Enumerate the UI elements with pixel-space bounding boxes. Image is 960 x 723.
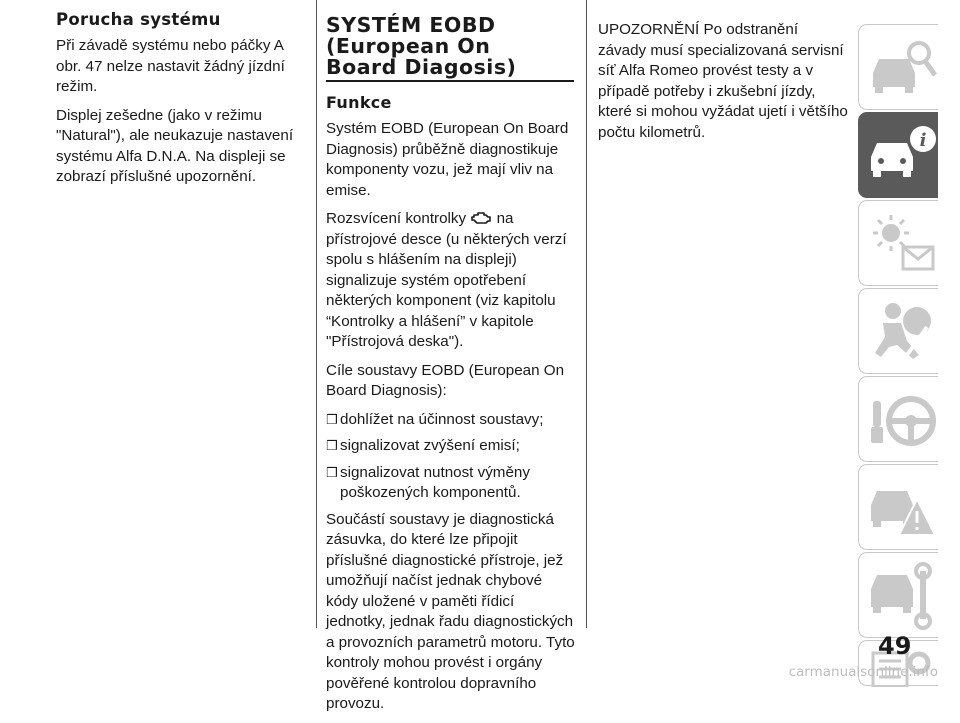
bullet-text: dohlížet na účinnost soustavy;	[340, 410, 544, 428]
column-divider-1	[316, 0, 317, 628]
warning-paragraph: UPOZORNĚNÍ Po odstranění závady musí specializovaná servisní síť Alfa Romeo provést testy a v případě potřeby i zkušební jízdy, které si mohou vyžádat ujetí i většího počtu kilometrů.	[598, 21, 848, 141]
steering-key-icon	[867, 385, 939, 455]
function-subheading: Funkce	[326, 93, 392, 112]
chapter-tab-7[interactable]	[858, 552, 938, 638]
bullet-square-icon: ❒	[326, 438, 338, 453]
car-info-icon	[867, 121, 939, 191]
chapter-tab-5[interactable]	[858, 376, 938, 462]
section-title-line-3: Board Diagosis)	[326, 55, 517, 79]
chapter-tab-6[interactable]	[858, 464, 938, 550]
warning-lights-icon	[867, 209, 939, 279]
airbag-person-icon	[867, 297, 939, 367]
engine-check-icon	[470, 211, 492, 225]
section-title	[326, 15, 576, 78]
middle-paragraph-4: Součástí soustavy je diagnostická zásuvka, do které lze připojit příslušné diagnostické přístroje, jež umožňují načíst jednak chybové kódy uložené v paměti řídicí jednotky, jednak řadu diagnostických a provozních parametrů motoru. Tyto kontroly mohou provést i orgány pověřené kontrolou dopravního provozu.	[326, 510, 575, 712]
middle-column	[326, 0, 576, 723]
chapter-tab-4[interactable]	[858, 288, 938, 374]
section-title-line-2: (European On	[326, 34, 491, 58]
bullet-item	[326, 410, 576, 431]
left-paragraph-1: Při závadě systému nebo páčky A obr. 47 nelze nastavit žádný jízdní režim.	[56, 37, 285, 95]
column-divider-2	[586, 0, 587, 628]
svg-text:i: i	[919, 130, 927, 151]
bullet-square-icon: ❒	[326, 464, 338, 480]
warning-lamp-text-after: na přístrojové desce (u některých verzí spolu s hlášením na displeji) signalizuje systém opotřebení některých komponent (viz kapitolu “Kontrolky a hlášení” v kapitole "Přístrojová deska").	[326, 210, 567, 350]
failure-heading: Porucha systému	[56, 10, 221, 29]
chapter-tab-2[interactable]	[858, 112, 938, 198]
site-watermark[interactable]: carmanualsonline.info	[788, 664, 938, 680]
car-wrench-icon	[867, 561, 939, 631]
left-paragraph-2: Displej zešedne (jako v režimu "Natural"), ale neukazuje nastavení systému Alfa D.N.A. Na displeji se zobrazí příslušné upozornění.	[56, 106, 294, 185]
chapter-tab-1[interactable]	[858, 24, 938, 110]
right-column	[598, 20, 848, 151]
chapter-tab-3[interactable]	[858, 200, 938, 286]
bullet-item	[326, 463, 576, 504]
bullet-text: signalizovat zvýšení emisí;	[340, 437, 520, 454]
middle-paragraph-3: Cíle soustavy EOBD (European On Board Diagnosis):	[326, 361, 565, 399]
bullet-text: signalizovat nutnost výměny poškozených komponentů.	[340, 463, 530, 501]
bullet-item	[326, 436, 576, 457]
middle-paragraph-1: Systém EOBD (European On Board Diagnosis) průběžně diagnostikuje komponenty vozu, jež mají vliv na emise.	[326, 120, 569, 199]
title-underline	[326, 80, 574, 82]
bullet-square-icon: ❒	[326, 411, 338, 427]
left-column	[56, 0, 296, 196]
warning-lamp-text-before: Rozsvícení kontrolky	[326, 210, 467, 227]
car-search-icon	[867, 33, 939, 103]
car-warning-triangle-icon	[867, 473, 939, 543]
middle-paragraph-2	[326, 209, 576, 353]
page-number: 49	[878, 632, 912, 660]
section-title-line-1: SYSTÉM EOBD	[326, 13, 496, 37]
